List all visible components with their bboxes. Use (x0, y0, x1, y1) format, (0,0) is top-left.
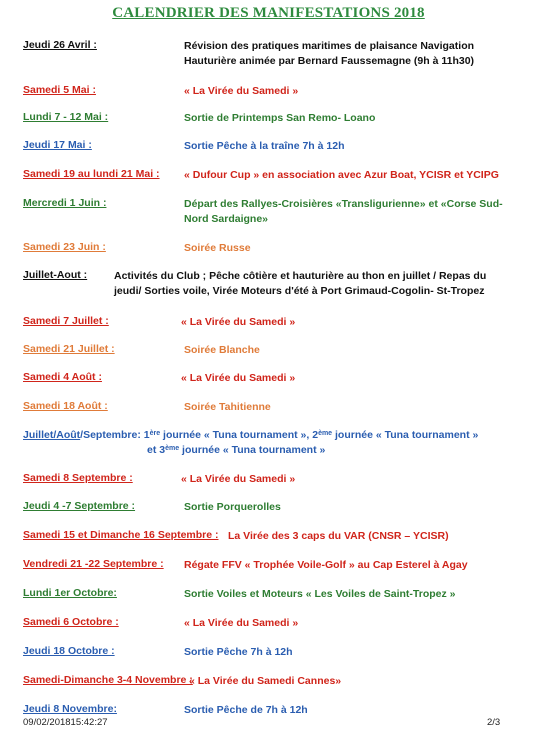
superscript: ème (165, 445, 180, 452)
event-description: Activités du Club ; Pêche côtière et hauturière au thon en juillet / Repas du jeudi/ Sorties voile, Virée Moteurs d'été à Port Grimaud-Cogolin- St-Tropez (114, 270, 487, 297)
text: et 3 (147, 444, 166, 456)
event-date: Samedi 23 Juin : (23, 241, 106, 253)
event-description: Soirée Tahitienne (184, 401, 271, 413)
event-description: Départ des Rallyes-Croisières «Transligurienne» et «Corse Sud-Nord Sardaigne» (184, 198, 503, 225)
event-date: Jeudi 26 Avril : (23, 39, 97, 51)
event-date: Samedi 21 Juillet : (23, 343, 115, 355)
event-date: Lundi 7 - 12 Mai : (23, 111, 109, 123)
event-date: Jeudi 17 Mai : (23, 139, 92, 151)
event-description: Sortie de Printemps San Remo- Loano (184, 112, 376, 124)
event-description: Sortie Pêche 7h à 12h (184, 646, 293, 658)
event-date: Samedi 15 et Dimanche 16 Septembre : (23, 529, 219, 541)
event-description: Régate FFV « Trophée Voile-Golf » au Cap Esterel à Agay (184, 559, 468, 571)
event-date: Samedi-Dimanche 3-4 Novembre : (23, 674, 193, 686)
event-description: « La Virée du Samedi Cannes» (189, 675, 342, 687)
event-description: Sortie Pêche de 7h à 12h (184, 704, 308, 716)
event-date: Juillet-Aout : (23, 269, 88, 281)
event-date: Samedi 5 Mai : (23, 84, 96, 96)
event-date: Lundi 1er Octobre: (23, 587, 117, 599)
event-description: « La Virée du Samedi » (184, 85, 299, 97)
event-date: Jeudi 4 -7 Septembre : (23, 500, 136, 512)
event-date: Samedi 19 au lundi 21 Mai : (23, 168, 160, 180)
event-description: Sortie Voiles et Moteurs « Les Voiles de Saint-Tropez » (184, 588, 456, 600)
event-date: Jeudi 8 Novembre: (23, 703, 117, 715)
event-description: Révision des pratiques maritimes de plaisance Navigation Hauturière animée par Bernard Faussemagne (9h à 11h30) (184, 40, 475, 67)
event-date: Vendredi 21 -22 Septembre : (23, 558, 164, 570)
event-description: « La Virée du Samedi » (181, 372, 296, 384)
text: 1 (143, 429, 150, 441)
footer-page-number: 2/3 (487, 717, 501, 728)
event-date: Samedi 8 Septembre : (23, 472, 133, 484)
event-description: « La Virée du Samedi » (184, 617, 299, 629)
event-description: Sortie Porquerolles (184, 501, 281, 513)
event-description: Soirée Russe (184, 242, 251, 254)
event-date: Samedi 18 Août : (23, 400, 108, 412)
event-date: Samedi 6 Octobre : (23, 616, 119, 628)
text: journée « Tuna tournament » (332, 429, 479, 441)
event-description: Soirée Blanche (184, 344, 260, 356)
event-description: Sortie Pêche à la traîne 7h à 12h (184, 140, 345, 152)
event-date: Samedi 4 Août : (23, 371, 102, 383)
superscript: ère (149, 430, 161, 437)
footer-timestamp: 09/02/201815:42:27 (23, 717, 108, 728)
text: journée « Tuna tournament » (179, 444, 326, 456)
event-description: « La Virée du Samedi » (181, 473, 296, 485)
event-description-line2 (23, 443, 523, 458)
event-description: La Virée des 3 caps du VAR (CNSR – YCISR) (228, 530, 449, 542)
page-title: CALENDRIER DES MANIFESTATIONS 2018 (112, 5, 425, 21)
event-description: « La Virée du Samedi » (181, 316, 296, 328)
event-date-suffix: /Septembre: (80, 429, 144, 441)
superscript: ème (318, 430, 333, 437)
event-date: Mercredi 1 Juin : (23, 197, 107, 209)
event-date: Samedi 7 Juillet : (23, 315, 109, 327)
text: journée « Tuna tournament », 2 (160, 429, 319, 441)
event-date: Juillet/Août (23, 429, 81, 441)
event-description: « Dufour Cup » en association avec Azur Boat, YCISR et YCIPG (184, 169, 499, 181)
event-date: Jeudi 18 Octobre : (23, 645, 115, 657)
event-description (23, 428, 523, 458)
